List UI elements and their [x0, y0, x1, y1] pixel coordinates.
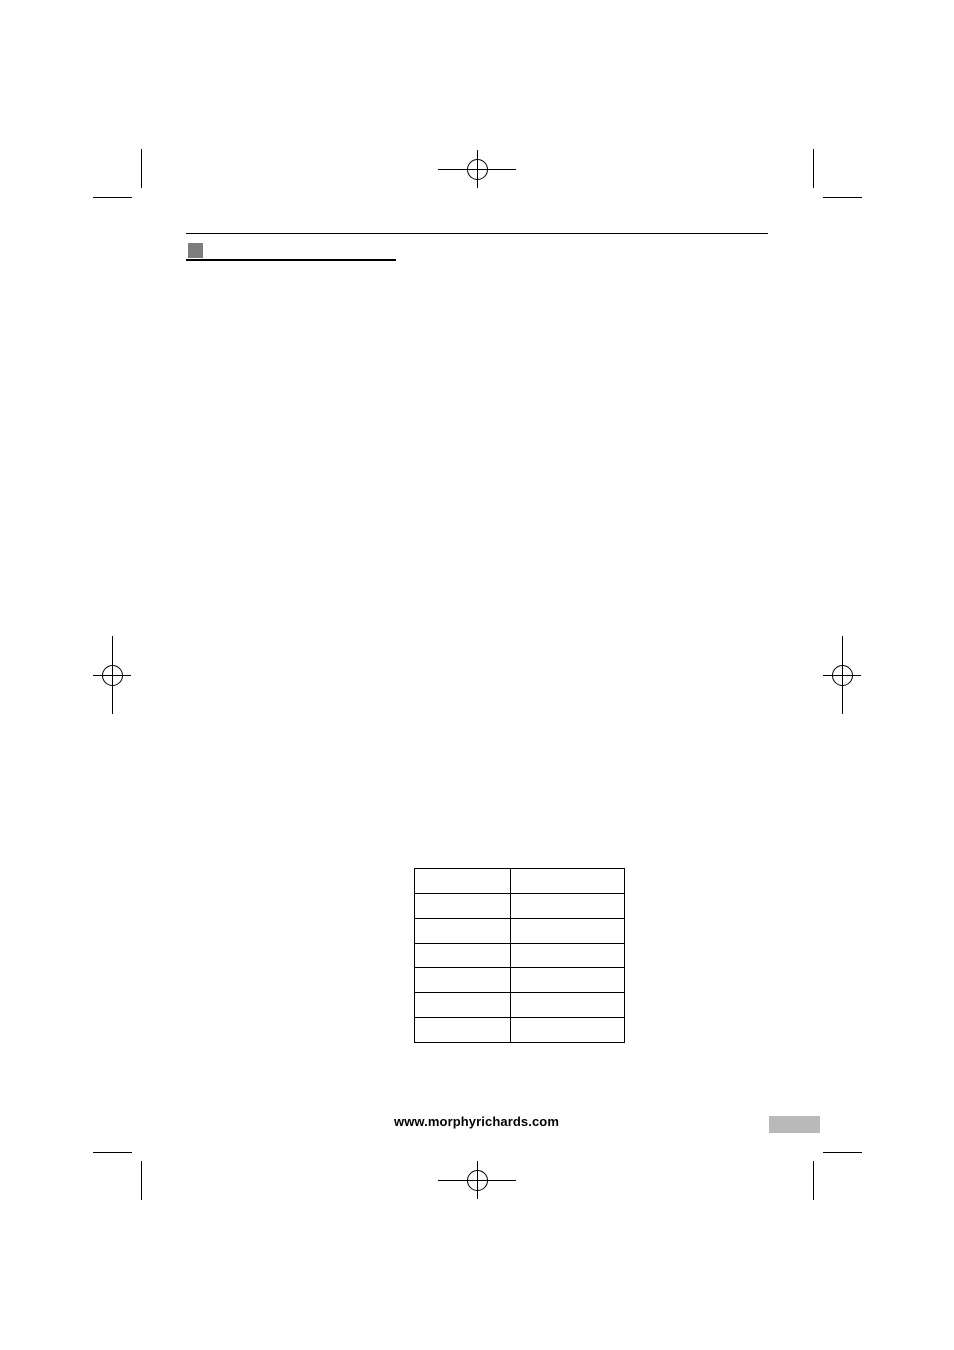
crop-mark-top-right-horizontal — [823, 197, 862, 198]
table-cell — [415, 943, 511, 968]
table-row — [415, 968, 625, 993]
specification-table — [414, 868, 625, 1043]
crop-mark-bottom-right-horizontal — [823, 1152, 862, 1153]
table-cell — [511, 943, 625, 968]
table-cell — [415, 918, 511, 943]
crop-mark-bottom-left-horizontal — [93, 1152, 132, 1153]
table-row — [415, 993, 625, 1018]
page-number-tab — [769, 1116, 820, 1133]
table-cell — [511, 918, 625, 943]
table-row — [415, 1018, 625, 1043]
section-heading-underline — [186, 259, 396, 261]
table-cell — [511, 968, 625, 993]
crop-mark-top-left-horizontal — [93, 197, 132, 198]
table-cell — [415, 968, 511, 993]
crop-mark-top-right-vertical — [813, 149, 814, 188]
footer-website-url[interactable]: www.morphyrichards.com — [394, 1114, 559, 1129]
table-cell — [415, 893, 511, 918]
table-cell — [511, 869, 625, 894]
table-cell — [415, 993, 511, 1018]
table-row — [415, 943, 625, 968]
crop-mark-bottom-left-vertical — [141, 1161, 142, 1200]
crop-mark-top-left-vertical — [141, 149, 142, 188]
table-cell — [511, 1018, 625, 1043]
section-marker — [188, 243, 203, 258]
table-row — [415, 869, 625, 894]
crop-mark-bottom-right-vertical — [813, 1161, 814, 1200]
table-cell — [511, 893, 625, 918]
header-rule — [186, 233, 768, 234]
table-cell — [415, 1018, 511, 1043]
table-row — [415, 893, 625, 918]
table-cell — [415, 869, 511, 894]
table-row — [415, 918, 625, 943]
table-cell — [511, 993, 625, 1018]
